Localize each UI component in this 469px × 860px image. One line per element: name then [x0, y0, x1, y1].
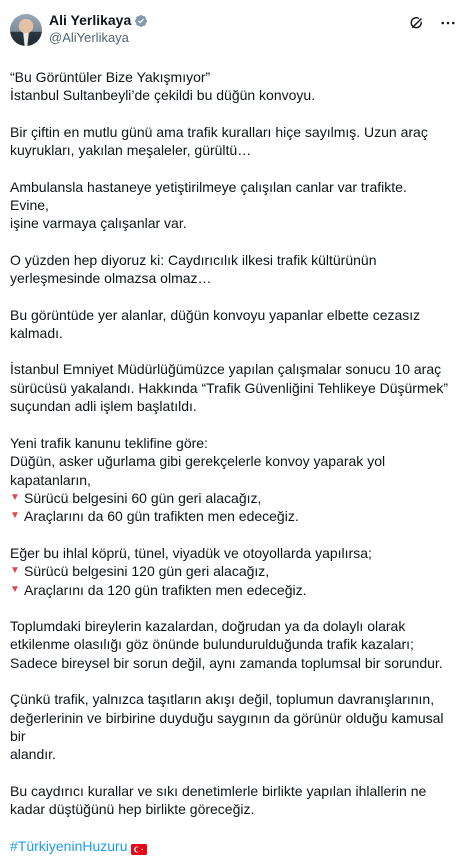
tweet-text — [10, 68, 453, 855]
display-name[interactable]: Ali Yerlikaya — [49, 12, 132, 28]
paragraph — [10, 251, 449, 288]
paragraph — [10, 544, 449, 599]
text-line: Bu görüntüde yer alanlar, düğün konvoyu yapanlar elbette cezasız — [10, 306, 421, 323]
bullet-text: Araçlarını da 60 gün trafikten men edeceğiz. — [24, 508, 299, 525]
paragraph — [10, 306, 449, 343]
tweet-header — [10, 12, 453, 60]
text-line: Yeni trafik kanunu teklifine göre: — [10, 434, 208, 451]
red-triangle-down-icon: ▼ — [10, 565, 20, 577]
more-icon[interactable] — [439, 14, 457, 32]
author-block — [49, 12, 148, 46]
text-line: Bu caydırıcı kurallar ve sıkı denetimlerle birlikte yapılan ihlallerin ne — [10, 782, 427, 799]
red-triangle-down-icon: ▼ — [10, 583, 20, 595]
text-line: Sadece bireysel bir sorun değil, aynı zamanda toplumsal bir sorundur. — [10, 654, 443, 671]
text-line: Toplumdaki bireylerin kazalardan, doğrudan ya da dolaylı olarak — [10, 617, 406, 634]
paragraph — [10, 690, 449, 764]
paragraph — [10, 68, 449, 105]
bullet-item — [10, 489, 449, 507]
text-line: kalmadı. — [10, 325, 63, 342]
red-triangle-down-icon: ▼ — [10, 491, 20, 503]
bullet-text: Sürücü belgesini 120 gün geri alacağız, — [24, 563, 270, 580]
paragraph — [10, 617, 449, 672]
handle[interactable]: @AliYerlikaya — [49, 30, 129, 45]
text-line: kapatanların, — [10, 471, 91, 488]
paragraph — [10, 782, 449, 819]
bullet-item — [10, 507, 449, 525]
paragraph — [10, 360, 449, 415]
hashtag-row — [10, 837, 449, 855]
text-line: O yüzden hep diyoruz ki: Caydırıcılık ilkesi trafik kültürünün — [10, 251, 377, 268]
text-line: kadar düştüğünü hep birlikte göreceğiz. — [10, 801, 255, 818]
bullet-item — [10, 562, 449, 580]
name-row — [49, 12, 148, 29]
bullet-item — [10, 581, 449, 599]
text-line: Çünkü trafik, yalnızca taşıtların akışı değil, toplumun davranışlarının, — [10, 691, 435, 708]
text-line: etkilenme olasılığı göz önünde bulundurulduğunda trafik kazaları; — [10, 636, 414, 653]
paragraph — [10, 178, 449, 233]
text-line: kuyrukları, yakılan meşaleler, gürültü… — [10, 142, 252, 159]
bullet-text: Araçlarını da 120 gün trafikten men edeceğiz. — [24, 581, 307, 598]
text-line: değerlerinin ve birbirine duyduğu saygının da görünür olduğu kamusal bir — [10, 709, 444, 744]
text-line: Ambulansla hastaneye yetiştirilmeye çalışılan canlar var trafikte. Evine, — [10, 178, 407, 214]
avatar[interactable] — [10, 14, 42, 46]
grok-icon[interactable] — [407, 14, 425, 32]
text-line: İstanbul Sultanbeyli’de çekildi bu düğün konvoyu. — [10, 87, 316, 104]
text-line: işine varmaya çalışanlar var. — [10, 215, 187, 232]
hashtag-link[interactable]: #TürkiyeninHuzuru — [10, 837, 128, 854]
paragraph — [10, 434, 449, 526]
text-line: İstanbul Emniyet Müdürlüğümüzce yapılan çalışmalar sonucu 10 araç — [10, 361, 442, 378]
text-line: suçundan adli işlem başlatıldı. — [10, 398, 197, 415]
verified-badge-icon — [134, 14, 148, 28]
turkey-flag-icon — [131, 841, 147, 852]
paragraph — [10, 123, 449, 160]
text-line: Bir çiftin en mutlu günü ama trafik kuralları hiçe sayılmış. Uzun araç — [10, 123, 428, 140]
text-line: “Bu Görüntüler Bize Yakışmıyor” — [10, 69, 211, 85]
text-line: Düğün, asker uğurlama gibi gerekçelerle konvoy yaparak yol — [10, 453, 386, 470]
red-triangle-down-icon: ▼ — [10, 510, 20, 522]
text-line: sürücüsü yakalandı. Hakkında “Trafik Güvenliğini Tehlikeye Düşürmek” — [10, 379, 449, 396]
header-actions — [407, 14, 457, 32]
text-line: alandır. — [10, 746, 56, 763]
text-line: Eğer bu ihlal köprü, tünel, viyadük ve otoyollarda yapılırsa; — [10, 544, 372, 561]
text-line: yerleşmesinde olmazsa olmaz… — [10, 270, 212, 287]
bullet-text: Sürücü belgesini 60 gün geri alacağız, — [24, 489, 262, 506]
